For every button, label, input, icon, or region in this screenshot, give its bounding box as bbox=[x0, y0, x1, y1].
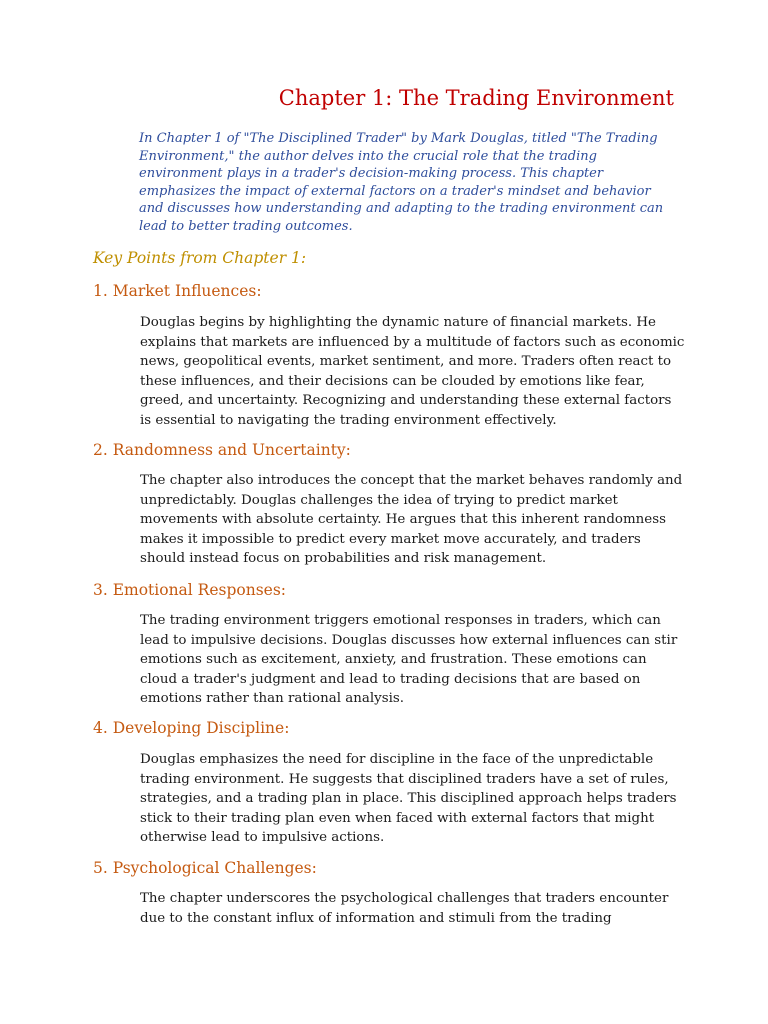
section-randomness-and-uncertainty bbox=[93, 441, 683, 566]
section-body: The chapter underscores the psychological challenges that traders encounter due to the constant influx of information and stimuli from the trading bbox=[140, 891, 669, 926]
section-heading: 5. Psychological Challenges: bbox=[93, 859, 317, 877]
key-points-heading: Key Points from Chapter 1: bbox=[93, 249, 307, 267]
intro-paragraph: In Chapter 1 of "The Disciplined Trader" by Mark Douglas, titled "The Trading Environment," the author delves into the crucial role that the trading environment plays in a trader's decision-making process. This chapter emphasizes the impact of external factors on a trader's mindset and behavior and discusses how understanding and adapting to the trading environment can lead to better trading outcomes. bbox=[139, 131, 664, 234]
section-body: Douglas begins by highlighting the dynamic nature of financial markets. He explains that markets are influenced by a multitude of factors such as economic news, geopolitical events, market sentiment, and more. Traders often react to these influences, and their decisions can be clouded by emotions like fear, greed, and uncertainty. Recognizing and understanding these external factors is essential to navigating the trading environment effectively. bbox=[140, 315, 685, 428]
section-emotional-responses bbox=[93, 581, 678, 706]
section-psychological-challenges bbox=[93, 859, 669, 926]
section-developing-discipline bbox=[93, 719, 677, 845]
section-body: The chapter also introduces the concept that the market behaves randomly and unpredictably. Douglas challenges the idea of trying to predict market movements with absolute certainty. He argues that this inherent randomness makes it impossible to predict every market move accurately, and traders should instead focus on probabilities and risk management. bbox=[140, 473, 683, 566]
chapter-title: Chapter 1: The Trading Environment bbox=[278, 86, 674, 110]
section-heading: 3. Emotional Responses: bbox=[93, 581, 287, 599]
section-heading: 1. Market Influences: bbox=[93, 282, 262, 300]
section-body: The trading environment triggers emotional responses in traders, which can lead to impulsive decisions. Douglas discusses how external influences can stir emotions such as excitement, anxiety, and frustration. These emotions can cloud a trader's judgment and lead to trading decisions that are based on emotions rather than rational analysis. bbox=[140, 613, 678, 706]
section-body: Douglas emphasizes the need for discipline in the face of the unpredictable trading environment. He suggests that disciplined traders have a set of rules, strategies, and a trading plan in place. This disciplined approach helps traders stick to their trading plan even when faced with external factors that might otherwise lead to impulsive actions. bbox=[140, 752, 677, 845]
section-heading: 4. Developing Discipline: bbox=[93, 719, 290, 737]
section-market-influences bbox=[93, 282, 685, 428]
section-heading: 2. Randomness and Uncertainty: bbox=[93, 441, 351, 459]
